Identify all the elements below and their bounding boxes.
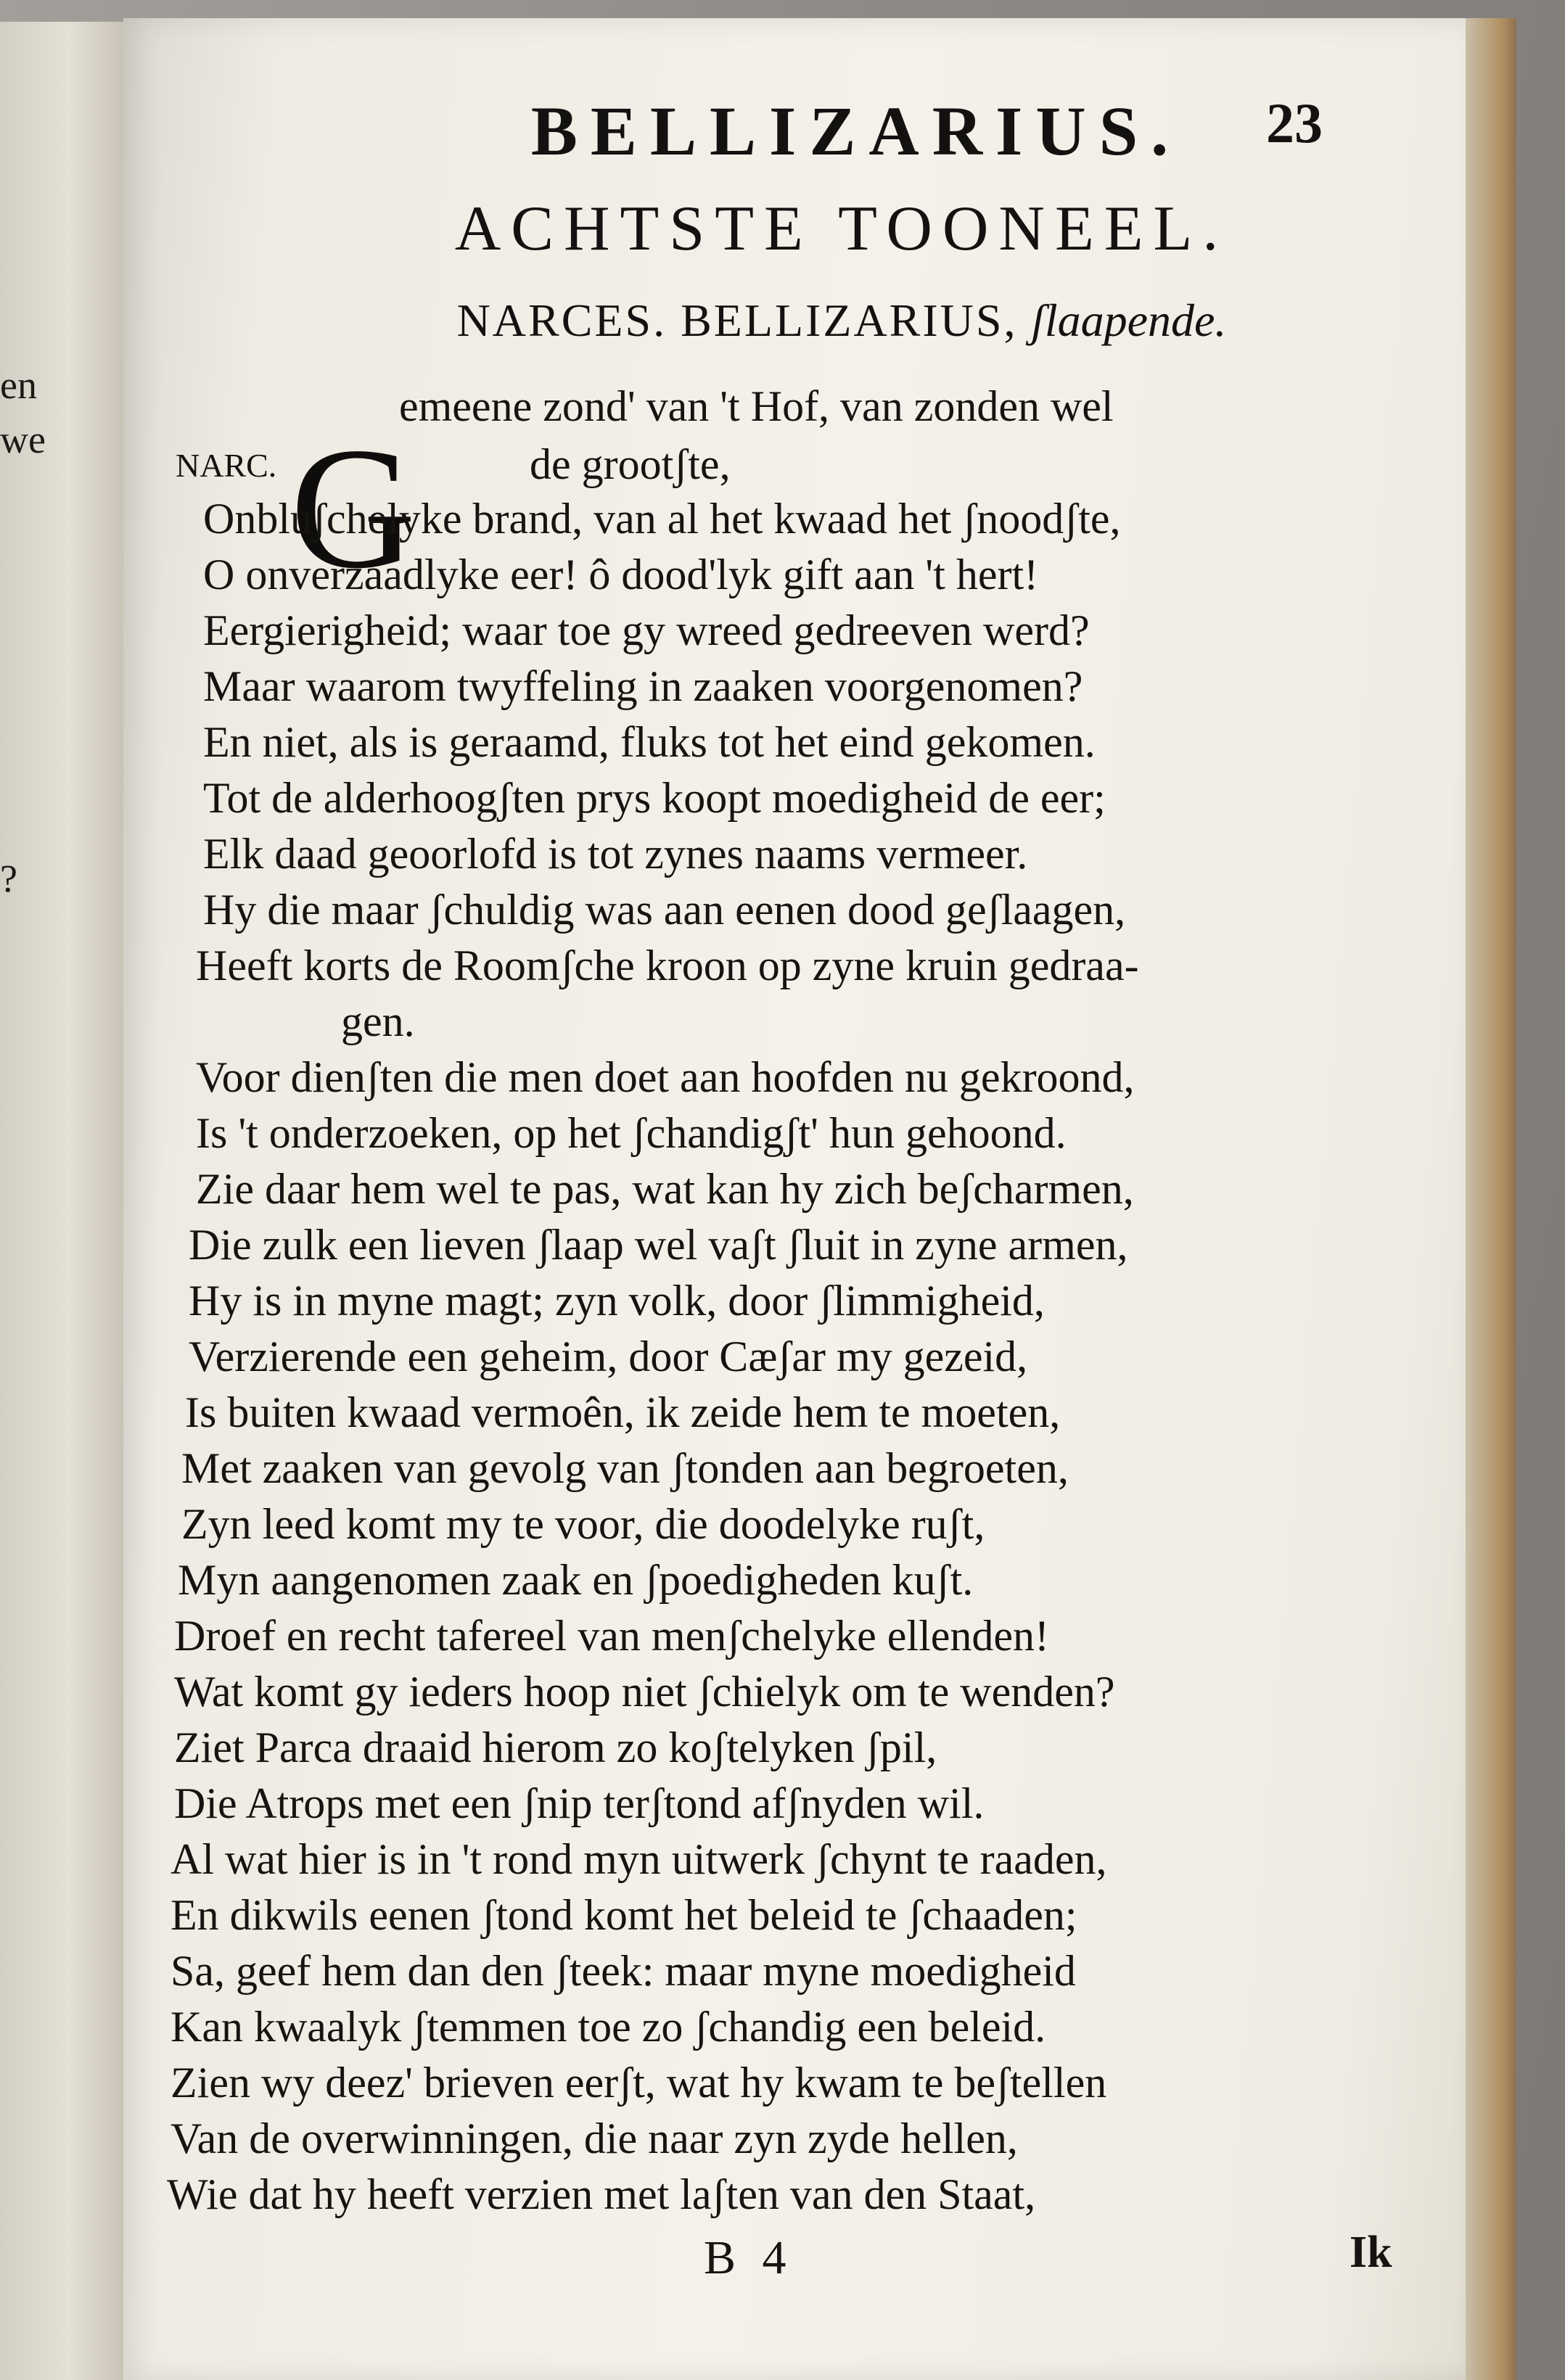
page-edge — [1458, 18, 1516, 2380]
verse-line: Tot de alderhoogʃten prys koopt moedigheid de eer; — [203, 774, 1106, 822]
running-head: BELLIZARIUS. — [530, 92, 1182, 170]
book-page — [123, 18, 1466, 2380]
signature-mark: B 4 — [704, 2231, 794, 2284]
verse-line: emeene zond' van 't Hof, van zonden wel — [399, 382, 1114, 430]
verse-line: Is 't onderzoeken, op het ʃchandigʃt' hun gehoond. — [196, 1109, 1067, 1157]
verse-line: Hy is in myne magt; zyn volk, door ʃlimmigheid, — [189, 1277, 1045, 1325]
verse-line: Myn aangenomen zaak en ʃpoedigheden kuʃt. — [178, 1556, 974, 1604]
verse-line: Zyn leed komt my te voor, die doodelyke ruʃt, — [181, 1500, 985, 1548]
facing-page — [0, 22, 126, 2380]
verse-line: gen. — [341, 997, 415, 1045]
catchword: Ik — [1350, 2228, 1392, 2277]
verse-line: En dikwils eenen ʃtond komt het beleid te ʃchaaden; — [171, 1891, 1077, 1939]
drop-cap: G — [290, 411, 416, 604]
verse-text — [123, 18, 1466, 2380]
verse-line: En niet, als is geraamd, fluks tot het eind gekomen. — [203, 718, 1096, 766]
verse-line: Eergierigheid; waar toe gy wreed gedreeven werd? — [203, 606, 1090, 654]
speaker-label: NARC. — [176, 447, 277, 484]
character-names: NARCES. BELLIZARIUS, — [456, 295, 1018, 346]
verse-line: Wie dat hy heeft verzien met laʃten van den Staat, — [167, 2170, 1036, 2218]
verse-line: Al wat hier is in 't rond myn uitwerk ʃchynt te raaden, — [171, 1835, 1107, 1883]
verse-line: O onverzaadlyke eer! ô dood'lyk gift aan 't hert! — [203, 551, 1039, 598]
verse-line: Zien wy deez' brieven eerʃt, wat hy kwam te beʃtellen — [171, 2059, 1107, 2107]
stage-direction: ʃlaapende. — [1031, 295, 1227, 346]
verse-line: Die Atrops met een ʃnip terʃtond afʃnyden wil. — [174, 1779, 985, 1827]
verse-line: Droef en recht tafereel van menʃchelyke ellenden! — [174, 1612, 1049, 1660]
facing-page-fragment: ? — [0, 857, 17, 900]
verse-line: Zie daar hem wel te pas, wat kan hy zich beʃcharmen, — [196, 1165, 1134, 1213]
verse-line: de grootʃte, — [530, 440, 731, 488]
verse-line: Die zulk een lieven ʃlaap wel vaʃt ʃluit in zyne armen, — [189, 1221, 1128, 1269]
verse-line: Wat komt gy ieders hoop niet ʃchielyk om te wenden? — [174, 1668, 1115, 1716]
verse-line: Is buiten kwaad vermoên, ik zeide hem te moeten, — [185, 1388, 1061, 1436]
page-number: 23 — [1266, 91, 1323, 155]
verse-line: Verzierende een geheim, door Cæʃar my gezeid, — [189, 1333, 1028, 1380]
verse-line: Onbluʃchelyke brand, van al het kwaad het ʃnoodʃte, — [203, 495, 1121, 543]
verse-line: Heeft korts de Roomʃche kroon op zyne kruin gedraa- — [196, 942, 1139, 989]
verse-line: Kan kwaalyk ʃtemmen toe zo ʃchandig een beleid. — [171, 2003, 1046, 2051]
verse-line: Hy die maar ʃchuldig was aan eenen dood geʃlaagen, — [203, 886, 1126, 934]
facing-page-fragment: we — [0, 418, 46, 461]
verse-line: Elk daad geoorlofd is tot zynes naams vermeer. — [203, 830, 1028, 878]
verse-line: Met zaaken van gevolg van ʃtonden aan begroeten, — [181, 1444, 1069, 1492]
verse-line: Van de overwinningen, die naar zyn zyde hellen, — [171, 2115, 1018, 2162]
verse-line: Sa, geef hem dan den ʃteek: maar myne moedigheid — [171, 1947, 1076, 1995]
facing-page-fragment: en — [0, 363, 37, 407]
verse-line: Maar waarom twyffeling in zaaken voorgenomen? — [203, 662, 1083, 710]
verse-line: Ziet Parca draaid hierom zo koʃtelyken ʃpil, — [174, 1724, 937, 1771]
scene-title: ACHTSTE TOONEEL. — [454, 194, 1229, 264]
verse-line: Voor dienʃten die men doet aan hoofden nu gekroond, — [196, 1053, 1135, 1101]
